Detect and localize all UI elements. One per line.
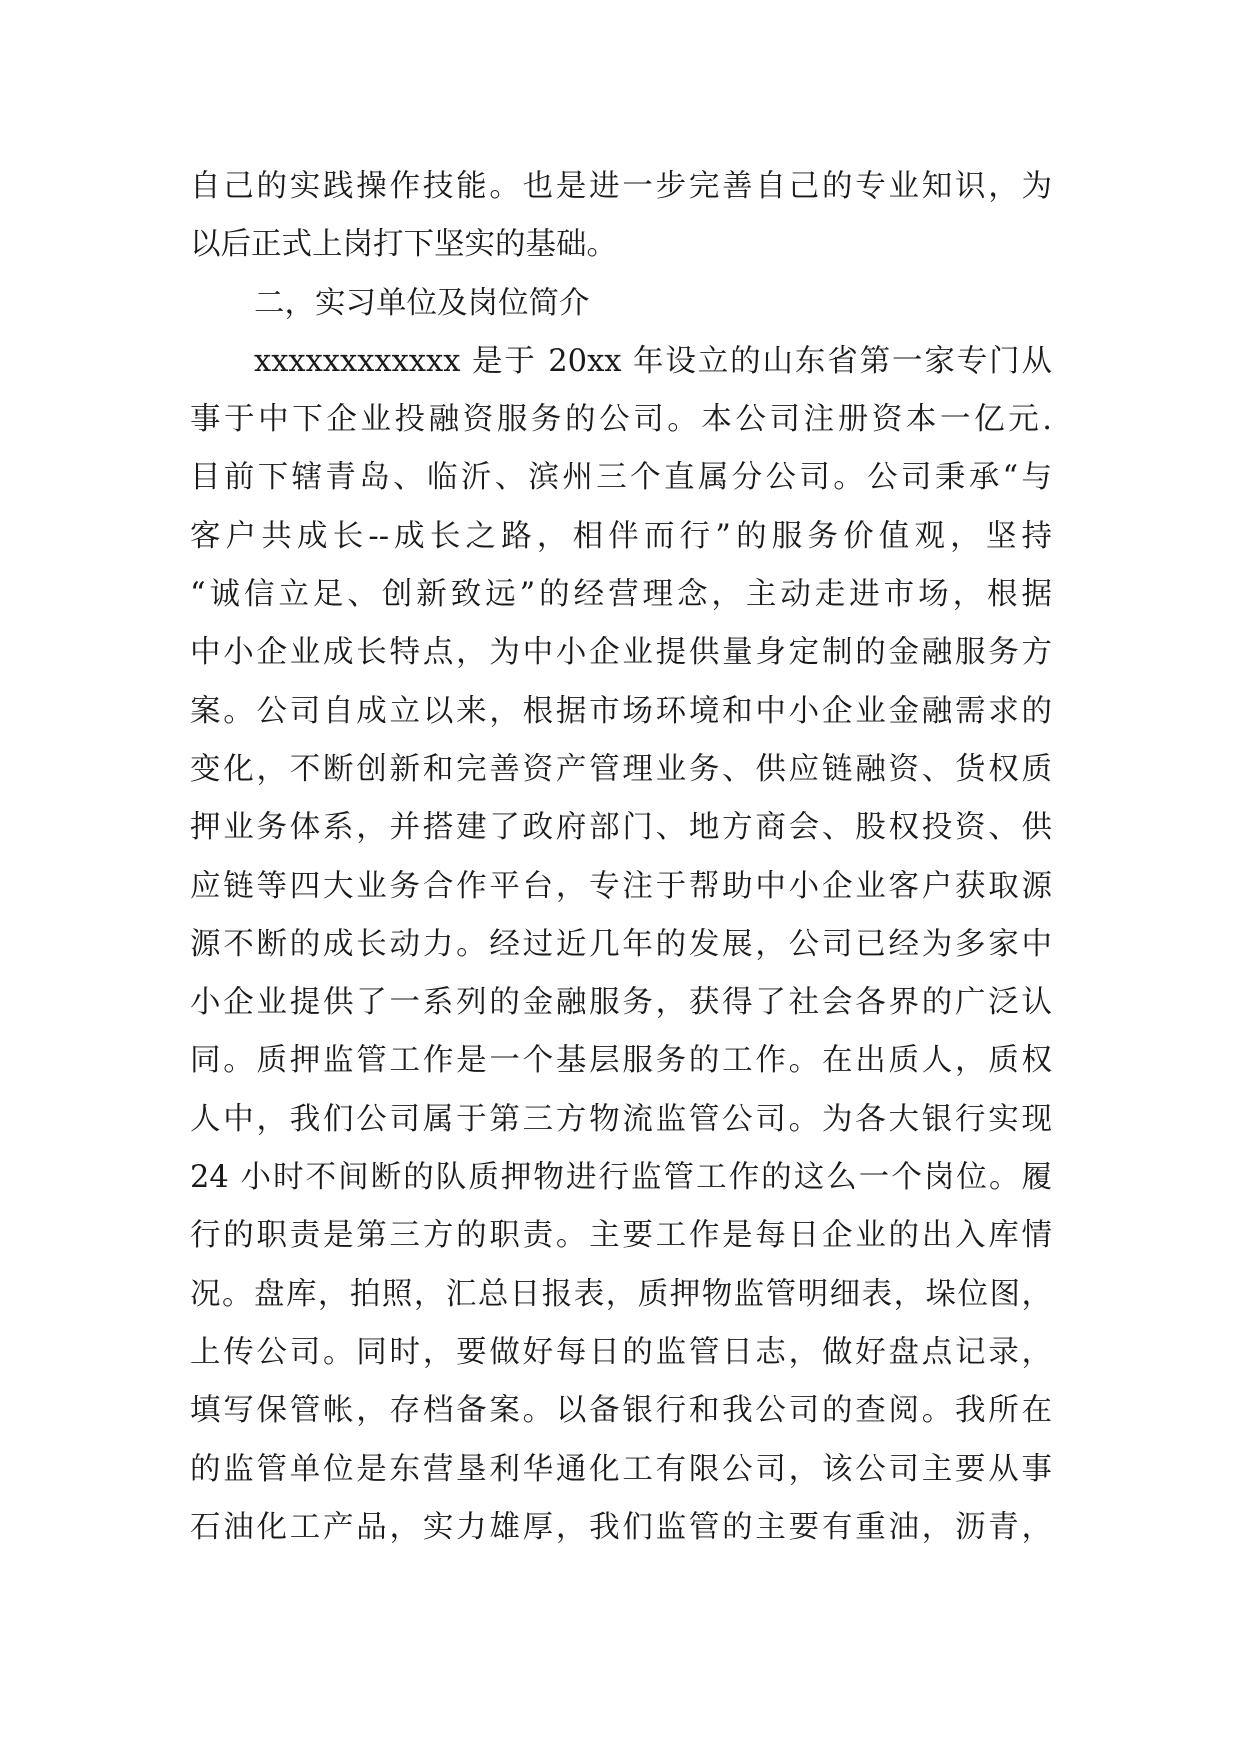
text-line: 变化，不断创新和完善资产管理业务、供应链融资、货权质: [190, 751, 1052, 787]
text-line: 以后正式上岗打下坚实的基础。: [190, 227, 617, 263]
text-line: 自己的实践操作技能。也是进一步完善自己的专业知识，为: [190, 169, 1052, 204]
text-line: 应链等四大业务合作平台，专注于帮助中小企业客户获取源: [190, 868, 1052, 904]
text-line: 况。盘库，拍照，汇总日报表，质押物监管明细表，垛位图，: [190, 1276, 1052, 1312]
text-line: 案。公司自成立以来，根据市场环境和中小企业金融需求的: [190, 693, 1052, 729]
text-line: xxxxxxxxxxxx 是于 20xx 年设立的山东省第一家专门从: [254, 343, 1052, 379]
text-line: 目前下辖青岛、临沂、滨州三个直属分公司。公司秉承“与: [190, 460, 1052, 496]
body-text: [190, 158, 1052, 1557]
text-line: 的监管单位是东营垦利华通化工有限公司，该公司主要从事: [190, 1451, 1052, 1487]
text-line: “诚信立足、创新致远”的经营理念，主动走进市场，根据: [190, 577, 1052, 613]
text-line: 事于中下企业投融资服务的公司。本公司注册资本一亿元.: [190, 402, 1052, 438]
text-line: 石油化工产品，实力雄厚，我们监管的主要有重油，沥青，: [190, 1509, 1052, 1545]
section-heading: 二，实习单位及岗位简介: [254, 285, 590, 321]
text-line: 中小企业成长特点，为中小企业提供量身定制的金融服务方: [190, 635, 1052, 671]
text-line: 24 小时不间断的队质押物进行监管工作的这么一个岗位。履: [190, 1160, 1052, 1196]
text-line: 小企业提供了一系列的金融服务，获得了社会各界的广泛认: [190, 985, 1052, 1021]
text-line: 押业务体系，并搭建了政府部门、地方商会、股权投资、供: [190, 810, 1052, 846]
text-line: 源不断的成长动力。经过近几年的发展，公司已经为多家中: [190, 926, 1052, 962]
text-line: 填写保管帐，存档备案。以备银行和我公司的查阅。我所在: [190, 1393, 1052, 1429]
text-line: 行的职责是第三方的职责。主要工作是每日企业的出入库情: [190, 1218, 1052, 1254]
text-line: 上传公司。同时，要做好每日的监管日志，做好盘点记录，: [190, 1334, 1052, 1370]
text-line: 客户共成长--成长之路，相伴而行”的服务价值观，坚持: [190, 518, 1052, 554]
text-line: 人中，我们公司属于第三方物流监管公司。为各大银行实现: [190, 1101, 1052, 1137]
text-line: 同。质押监管工作是一个基层服务的工作。在出质人，质权: [190, 1043, 1052, 1079]
